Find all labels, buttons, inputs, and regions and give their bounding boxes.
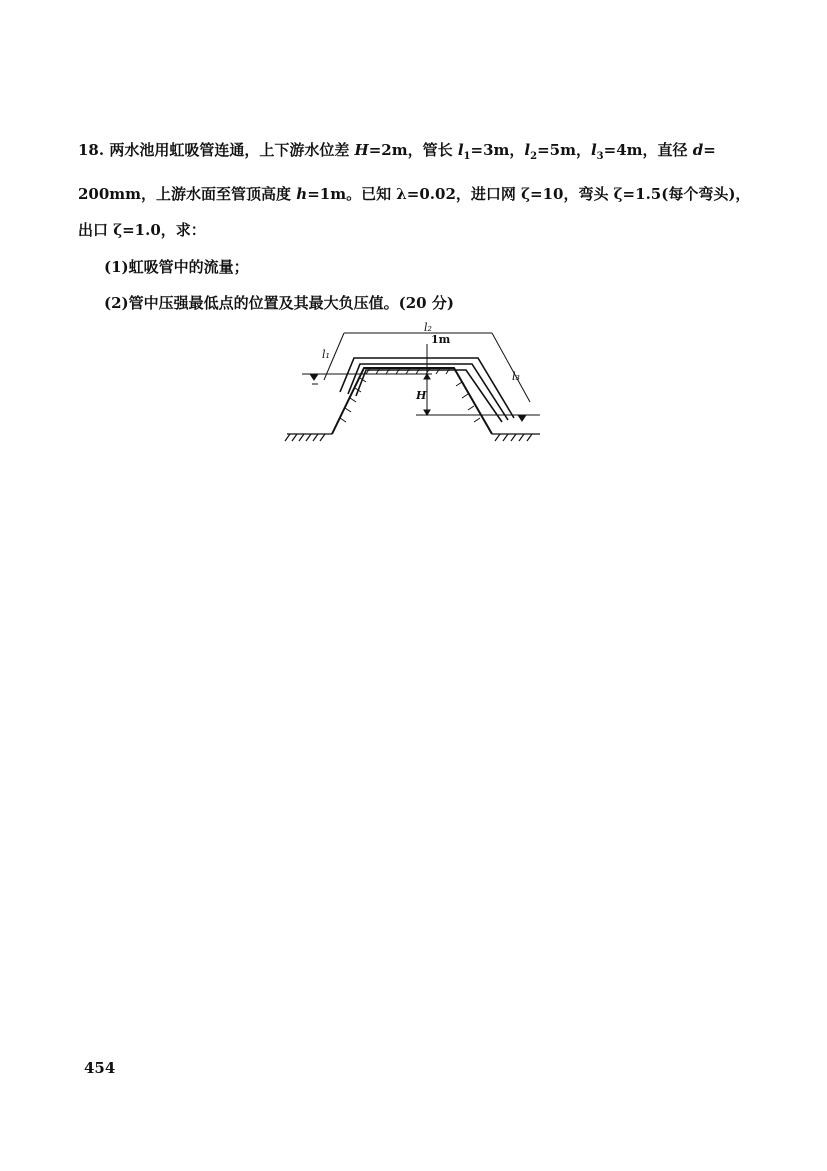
problem-text (78, 132, 750, 322)
l3-value: =4m，直径 (603, 141, 693, 159)
H-value: =2m，管长 (368, 141, 458, 159)
var-l3: l (590, 141, 597, 159)
label-l1: l₁ (322, 348, 330, 361)
label-H: H (416, 389, 427, 402)
siphon-diagram (282, 322, 552, 447)
problem-intro: 18. 两水池用虹吸管连通，上下游水位差 (78, 141, 355, 159)
question-2: (2)管中压强最低点的位置及其最大负压值。(20 分) (104, 294, 454, 312)
d-equals: = (703, 141, 716, 159)
problem-line-2-rest: =1m。已知 λ=0.02，进口网 ζ=10，弯头 ζ=1.5(每个弯头)， (307, 184, 751, 203)
problem-line-2-prefix: 200mm，上游水面至管顶高度 (78, 184, 297, 203)
problem-line-1 (78, 132, 750, 176)
embankment (332, 368, 492, 434)
ground-left (285, 434, 332, 441)
label-l3: l₃ (512, 370, 520, 383)
problem-line-2 (78, 176, 750, 213)
label-l2: l₂ (424, 322, 432, 334)
l3-subscript: 3 (596, 151, 604, 162)
var-H: H (354, 141, 369, 159)
l2-subscript: 2 (530, 151, 538, 162)
var-l2: l (524, 141, 531, 159)
var-h: h (296, 184, 308, 203)
l1-subscript: 1 (463, 151, 471, 162)
question-1: (1)虹吸管中的流量； (104, 257, 249, 276)
page-number: 454 (84, 1059, 116, 1077)
problem-line-3: 出口 ζ=1.0，求： (78, 221, 206, 239)
var-l1: l (457, 141, 464, 159)
l2-value: =5m， (537, 141, 591, 159)
var-d: d (692, 141, 704, 159)
ground-right (492, 434, 540, 441)
l1-value: =3m， (470, 141, 525, 159)
label-1m: 1m (431, 333, 451, 346)
